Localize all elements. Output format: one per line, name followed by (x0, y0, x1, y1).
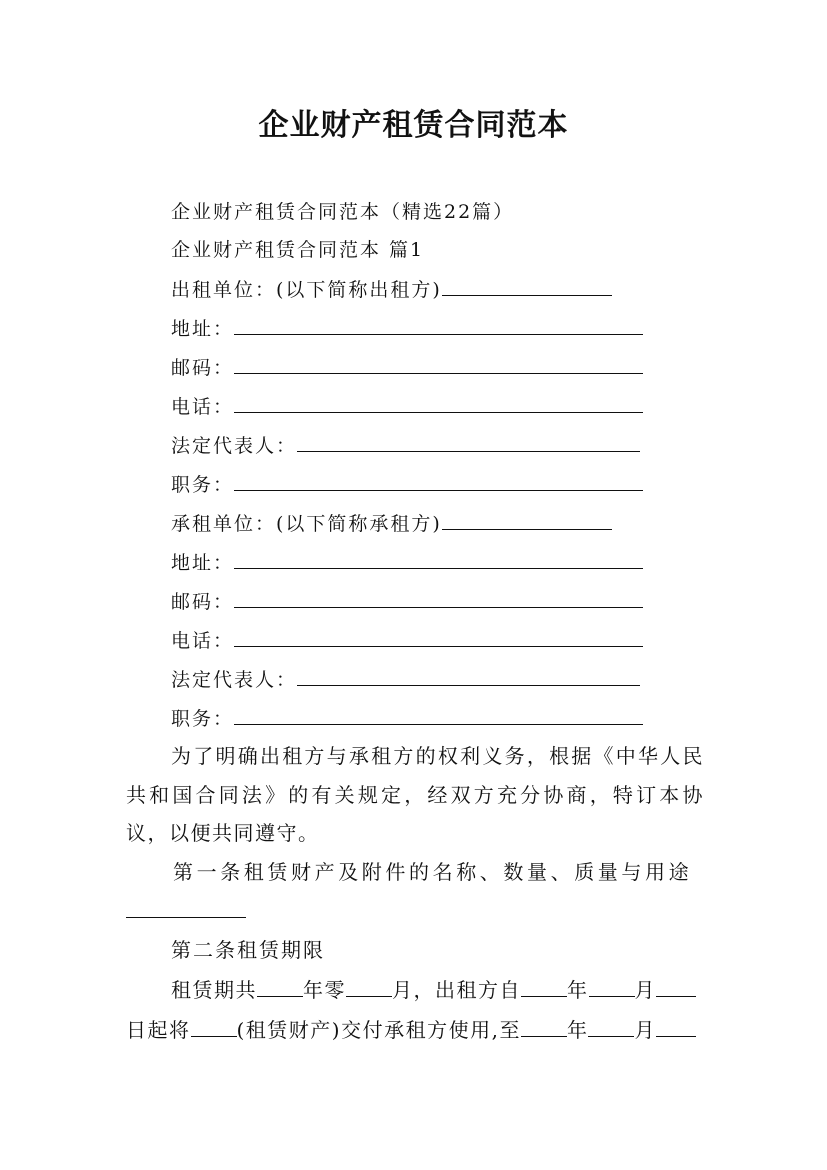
lessor-title-line (171, 472, 643, 497)
years-blank (257, 978, 303, 997)
article2-text: 日起将 (126, 1018, 191, 1042)
lessor-phone-label: 电话： (171, 396, 235, 418)
lessee-postcode-line (171, 589, 643, 614)
lessor-title-label: 职务： (171, 474, 235, 496)
lessee-postcode-label: 邮码： (171, 591, 235, 613)
lessee-postcode-blank (234, 589, 643, 608)
lessor-phone-line (171, 394, 643, 419)
article2-text: 年 (567, 978, 589, 1002)
lessee-title-blank (234, 706, 643, 725)
article2-text: 年 (566, 1018, 589, 1042)
lessee-rep-label: 法定代表人： (171, 669, 298, 691)
lessee-unit-blank (442, 511, 612, 530)
lessee-phone-line (171, 628, 643, 653)
article1-blank (126, 917, 246, 918)
months-blank (346, 978, 392, 997)
article2-text: 年零 (303, 978, 346, 1002)
lessor-postcode-label: 邮码： (171, 357, 235, 379)
article2-text: (租赁财产)交付承租方使用,至 (236, 1018, 521, 1042)
preamble-paragraph: 为了明确出租方与承租方的权利义务，根据《中华人民共和国合同法》的有关规定，经双方充分协商，特订本协议，以便共同遵守。 (126, 744, 704, 845)
article2-text: 月 (634, 1018, 656, 1042)
lessor-phone-blank (234, 394, 643, 413)
lessor-unit-blank (442, 277, 612, 296)
article2-text: 月，出租方自 (392, 978, 521, 1002)
lessor-rep-line (171, 433, 640, 458)
document-title: 企业财产租赁合同范本 (258, 108, 569, 143)
end-day-blank (656, 1018, 696, 1037)
lessee-address-label: 地址： (171, 552, 235, 574)
end-month-blank (588, 1018, 634, 1037)
lessee-address-blank (234, 550, 643, 569)
lessor-unit-line (171, 277, 612, 302)
article2-text: 租赁期共 (171, 978, 257, 1002)
lessee-unit-line (171, 511, 612, 536)
lessor-address-line (171, 316, 643, 341)
intro-subheading: 企业财产租赁合同范本 篇1 (171, 239, 425, 261)
property-blank (191, 1018, 237, 1037)
start-month-blank (589, 978, 635, 997)
intro-heading: 企业财产租赁合同范本（精选22篇） (171, 201, 515, 223)
lessee-phone-label: 电话： (171, 630, 235, 652)
lessee-address-line (171, 550, 643, 575)
lessee-unit-label: 承租单位：(以下简称承租方) (171, 513, 442, 535)
article2-line1 (171, 978, 696, 1002)
article2-heading: 第二条租赁期限 (171, 938, 325, 962)
lessee-rep-line (171, 667, 640, 692)
article1-heading: 第一条租赁财产及附件的名称、数量、质量与用途 (173, 860, 693, 884)
start-day-blank (656, 978, 696, 997)
lessor-address-label: 地址： (171, 318, 235, 340)
article2-line2 (126, 1018, 696, 1042)
lessee-rep-blank (297, 667, 640, 686)
lessor-rep-label: 法定代表人： (171, 435, 298, 457)
lessor-postcode-line (171, 355, 643, 380)
lessor-rep-blank (297, 433, 640, 452)
end-year-blank (521, 1018, 567, 1037)
start-year-blank (521, 978, 567, 997)
lessor-title-blank (234, 472, 643, 491)
article2-text: 月 (634, 978, 656, 1002)
lessor-address-blank (234, 316, 643, 335)
lessee-phone-blank (234, 628, 643, 647)
lessee-title-label: 职务： (171, 708, 235, 730)
lessee-title-line (171, 706, 643, 731)
lessor-postcode-blank (234, 355, 643, 374)
lessor-unit-label: 出租单位：(以下简称出租方) (171, 279, 442, 301)
